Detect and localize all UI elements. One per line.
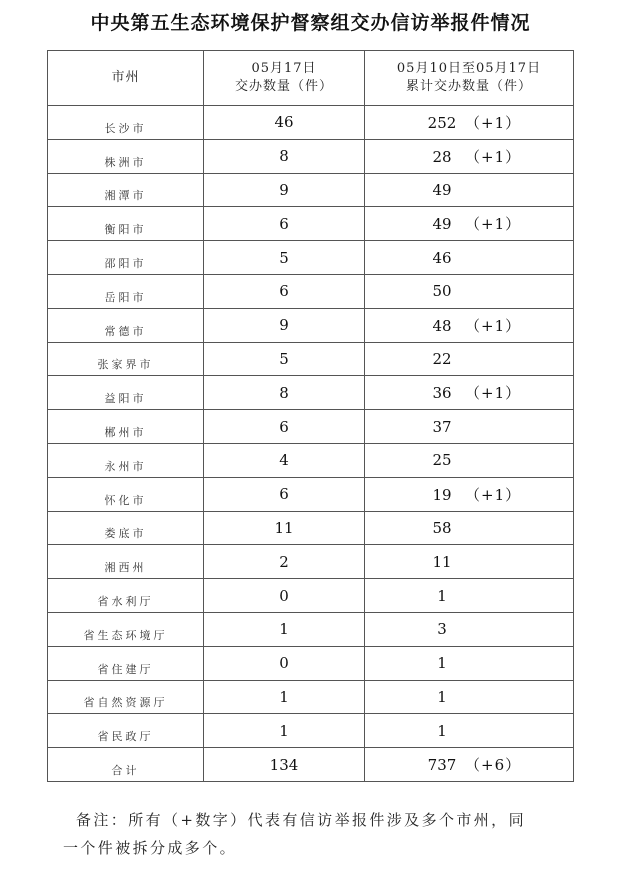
table-row xyxy=(48,511,574,545)
row-name: 湘潭市 xyxy=(48,173,204,207)
row-name: 常德市 xyxy=(48,308,204,342)
table-row xyxy=(48,579,574,613)
table-row xyxy=(48,139,574,173)
row-cumulative xyxy=(365,714,574,748)
row-cumulative-count: 252 xyxy=(427,113,457,132)
row-cumulative xyxy=(365,680,574,714)
row-daily-count: 1 xyxy=(204,612,365,646)
row-cumulative xyxy=(365,511,574,545)
table-row xyxy=(48,106,574,140)
row-name: 省民政厅 xyxy=(48,714,204,748)
row-name: 益阳市 xyxy=(48,376,204,410)
row-cumulative xyxy=(365,579,574,613)
table-header xyxy=(48,51,574,106)
row-daily-count: 8 xyxy=(204,139,365,173)
row-cumulative xyxy=(365,477,574,511)
row-cumulative xyxy=(365,443,574,477)
row-name: 郴州市 xyxy=(48,410,204,444)
table-row xyxy=(48,646,574,680)
row-cumulative-extra: （+1） xyxy=(465,485,522,504)
row-daily-count: 8 xyxy=(204,376,365,410)
row-cumulative xyxy=(365,241,574,275)
row-daily-count: 6 xyxy=(204,207,365,241)
row-daily-count: 0 xyxy=(204,579,365,613)
row-name: 省生态环境厅 xyxy=(48,612,204,646)
row-cumulative-count: 1 xyxy=(437,721,447,740)
row-daily-count: 6 xyxy=(204,274,365,308)
row-daily-count: 11 xyxy=(204,511,365,545)
row-cumulative-extra: （+1） xyxy=(465,113,522,132)
row-cumulative xyxy=(365,308,574,342)
row-cumulative xyxy=(365,173,574,207)
footnote-line-2: 一个件被拆分成多个。 xyxy=(63,839,238,857)
table-row xyxy=(48,274,574,308)
row-cumulative-extra: （+1） xyxy=(465,147,522,166)
row-cumulative-count: 46 xyxy=(432,248,452,267)
table-row xyxy=(48,748,574,782)
row-daily-count: 4 xyxy=(204,443,365,477)
row-cumulative-extra: （+1） xyxy=(465,215,522,234)
row-name: 省自然资源厅 xyxy=(48,680,204,714)
row-name: 娄底市 xyxy=(48,511,204,545)
table-row xyxy=(48,612,574,646)
row-daily-count: 5 xyxy=(204,342,365,376)
complaint-table xyxy=(47,50,574,782)
table-row xyxy=(48,443,574,477)
row-cumulative xyxy=(365,612,574,646)
row-cumulative-count: 1 xyxy=(437,687,447,706)
header-cumulative-label: 累计交办数量（件） xyxy=(405,79,532,94)
header-daily-date: 05月17日 xyxy=(251,61,317,76)
row-cumulative-count: 19 xyxy=(432,485,452,504)
table-body xyxy=(48,106,574,782)
footnote-line-1: 备注：所有（+数字）代表有信访举报件涉及多个市州，同 xyxy=(76,811,526,829)
row-name: 衡阳市 xyxy=(48,207,204,241)
row-daily-count: 134 xyxy=(204,748,365,782)
row-cumulative-count: 37 xyxy=(432,417,452,436)
table-row xyxy=(48,241,574,275)
table-row xyxy=(48,308,574,342)
table-row xyxy=(48,680,574,714)
row-cumulative-count: 11 xyxy=(432,552,452,571)
row-name: 湘西州 xyxy=(48,545,204,579)
row-cumulative-count: 1 xyxy=(437,586,447,605)
table-row xyxy=(48,173,574,207)
row-daily-count: 46 xyxy=(204,106,365,140)
row-name: 合计 xyxy=(48,748,204,782)
header-daily xyxy=(204,51,365,106)
row-cumulative xyxy=(365,646,574,680)
row-cumulative-count: 48 xyxy=(432,316,452,335)
row-cumulative xyxy=(365,376,574,410)
row-daily-count: 0 xyxy=(204,646,365,680)
header-cumulative-range: 05月10日至05月17日 xyxy=(396,61,542,76)
row-cumulative-count: 22 xyxy=(432,349,452,368)
row-cumulative xyxy=(365,274,574,308)
row-daily-count: 6 xyxy=(204,410,365,444)
row-name: 株洲市 xyxy=(48,139,204,173)
table-row xyxy=(48,545,574,579)
footnote xyxy=(63,806,556,862)
row-cumulative xyxy=(365,139,574,173)
table-row xyxy=(48,376,574,410)
row-cumulative-count: 3 xyxy=(437,620,447,639)
row-daily-count: 5 xyxy=(204,241,365,275)
row-cumulative-extra: （+6） xyxy=(465,756,522,775)
row-daily-count: 2 xyxy=(204,545,365,579)
row-name: 省水利厅 xyxy=(48,579,204,613)
row-cumulative-count: 49 xyxy=(432,215,452,234)
table-row xyxy=(48,207,574,241)
row-cumulative xyxy=(365,545,574,579)
table-row xyxy=(48,342,574,376)
row-cumulative xyxy=(365,342,574,376)
row-name: 岳阳市 xyxy=(48,274,204,308)
row-name: 长沙市 xyxy=(48,106,204,140)
row-name: 邵阳市 xyxy=(48,241,204,275)
page-title: 中央第五生态环境保护督察组交办信访举报件情况 xyxy=(90,12,531,34)
table-row xyxy=(48,714,574,748)
row-cumulative-count: 36 xyxy=(432,384,452,403)
table-row xyxy=(48,410,574,444)
row-name: 怀化市 xyxy=(48,477,204,511)
row-cumulative xyxy=(365,207,574,241)
row-cumulative-count: 49 xyxy=(432,180,452,199)
row-cumulative-count: 28 xyxy=(432,147,452,166)
row-cumulative-count: 737 xyxy=(427,756,457,775)
row-name: 张家界市 xyxy=(48,342,204,376)
row-cumulative-extra: （+1） xyxy=(465,316,522,335)
row-daily-count: 9 xyxy=(204,308,365,342)
row-daily-count: 1 xyxy=(204,714,365,748)
header-daily-label: 交办数量（件） xyxy=(234,79,333,94)
table-row xyxy=(48,477,574,511)
row-cumulative xyxy=(365,410,574,444)
row-cumulative xyxy=(365,106,574,140)
header-city: 市州 xyxy=(48,51,204,106)
row-cumulative-count: 25 xyxy=(432,451,452,470)
row-daily-count: 9 xyxy=(204,173,365,207)
row-name: 永州市 xyxy=(48,443,204,477)
row-daily-count: 6 xyxy=(204,477,365,511)
row-cumulative xyxy=(365,748,574,782)
row-name: 省住建厅 xyxy=(48,646,204,680)
row-cumulative-count: 58 xyxy=(432,518,452,537)
row-cumulative-extra: （+1） xyxy=(465,384,522,403)
row-cumulative-count: 50 xyxy=(432,282,452,301)
row-daily-count: 1 xyxy=(204,680,365,714)
header-cumulative xyxy=(365,51,574,106)
row-cumulative-count: 1 xyxy=(437,654,447,673)
